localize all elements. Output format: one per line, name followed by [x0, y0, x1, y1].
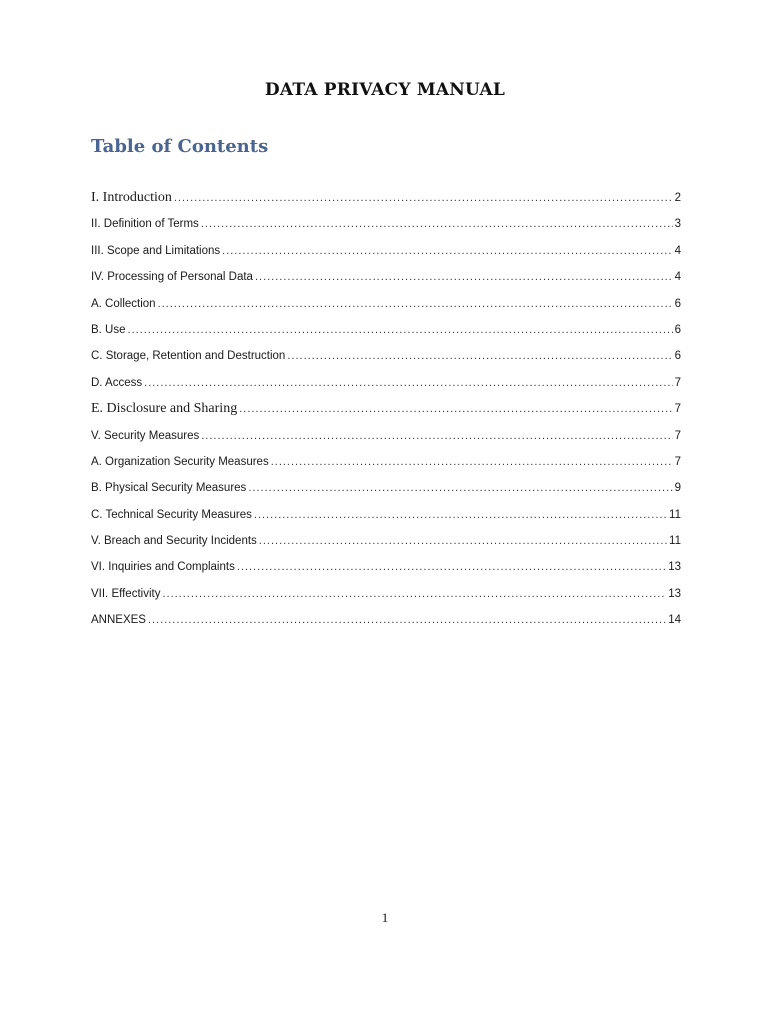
- toc-entry-technical-security-measures[interactable]: [91, 505, 681, 531]
- toc-leader-dots: [287, 346, 672, 366]
- toc-leader-dots: [162, 584, 666, 604]
- toc-entry-page: 7: [674, 455, 681, 468]
- toc-entry-access[interactable]: [91, 373, 681, 399]
- toc-leader-dots: [148, 610, 666, 630]
- toc-entry-page: 6: [674, 350, 681, 363]
- toc-leader-dots: [128, 320, 673, 340]
- document-title: DATA PRIVACY MANUAL: [264, 80, 506, 100]
- toc-entry-label: II. Definition of Terms: [91, 218, 199, 231]
- toc-entry-label: ANNEXES: [91, 614, 146, 627]
- toc-entry-page: 9: [674, 482, 681, 495]
- toc-entry-label: III. Scope and Limitations: [91, 244, 221, 257]
- toc-entry-label: B. Use: [91, 323, 126, 336]
- toc-entry-label: IV. Processing of Personal Data: [91, 271, 253, 284]
- toc-entry-processing-of-personal-data[interactable]: [91, 267, 681, 293]
- toc-entry-label: V. Security Measures: [91, 429, 200, 442]
- toc-entry-breach-and-security-incidents[interactable]: [91, 531, 681, 557]
- toc-entry-definition-of-terms[interactable]: [91, 214, 681, 240]
- toc-entry-label: C. Storage, Retention and Destruction: [91, 350, 286, 363]
- toc-heading: Table of Contents: [91, 136, 269, 157]
- toc-leader-dots: [201, 426, 672, 446]
- toc-entry-storage-retention-destruction[interactable]: [91, 346, 681, 372]
- toc-leader-dots: [239, 399, 672, 419]
- toc-entry-page: 4: [674, 271, 681, 284]
- toc-entry-label: C. Technical Security Measures: [91, 508, 252, 521]
- toc-leader-dots: [144, 373, 672, 393]
- toc-entry-page: 2: [674, 192, 681, 204]
- table-of-contents: [91, 188, 681, 637]
- toc-leader-dots: [255, 267, 673, 287]
- toc-leader-dots: [248, 478, 672, 498]
- toc-leader-dots: [201, 214, 673, 234]
- toc-entry-page: 6: [674, 323, 681, 336]
- toc-entry-label: VII. Effectivity: [91, 587, 161, 600]
- toc-entry-label: I. Introduction: [91, 190, 172, 205]
- toc-entry-page: 3: [674, 218, 681, 231]
- toc-leader-dots: [174, 188, 673, 208]
- toc-entry-label: A. Collection: [91, 297, 156, 310]
- toc-entry-inquiries-and-complaints[interactable]: [91, 557, 681, 583]
- toc-leader-dots: [158, 294, 673, 314]
- toc-entry-page: 7: [674, 376, 681, 389]
- toc-entry-effectivity[interactable]: [91, 584, 681, 610]
- toc-entry-label: A. Organization Security Measures: [91, 455, 269, 468]
- toc-entry-use[interactable]: [91, 320, 681, 346]
- toc-entry-page: 11: [669, 508, 681, 521]
- toc-entry-label: E. Disclosure and Sharing: [91, 401, 238, 417]
- toc-entry-label: VI. Inquiries and Complaints: [91, 561, 235, 574]
- toc-leader-dots: [259, 531, 667, 551]
- toc-entry-page: 7: [674, 403, 681, 416]
- toc-entry-scope-and-limitations[interactable]: [91, 241, 681, 267]
- toc-entry-physical-security-measures[interactable]: [91, 478, 681, 504]
- toc-leader-dots: [254, 505, 667, 525]
- toc-entry-page: 4: [674, 244, 681, 257]
- toc-entry-page: 6: [674, 297, 681, 310]
- toc-leader-dots: [237, 557, 666, 577]
- toc-entry-page: 7: [674, 429, 681, 442]
- toc-entry-label: B. Physical Security Measures: [91, 482, 247, 495]
- toc-entry-collection[interactable]: [91, 294, 681, 320]
- toc-entry-label: D. Access: [91, 376, 143, 389]
- toc-entry-page: 13: [668, 587, 681, 600]
- toc-entry-label: V. Breach and Security Incidents: [91, 535, 257, 548]
- toc-entry-page: 13: [668, 561, 681, 574]
- toc-entry-page: 14: [668, 614, 681, 627]
- toc-leader-dots: [222, 241, 672, 261]
- toc-entry-introduction[interactable]: [91, 188, 681, 214]
- toc-entry-organization-security-measures[interactable]: [91, 452, 681, 478]
- toc-entry-page: 11: [669, 535, 681, 548]
- page-number: 1: [381, 910, 389, 925]
- toc-entry-disclosure-and-sharing[interactable]: [91, 399, 681, 425]
- toc-entry-security-measures[interactable]: [91, 426, 681, 452]
- toc-leader-dots: [271, 452, 673, 472]
- toc-entry-annexes[interactable]: [91, 610, 681, 636]
